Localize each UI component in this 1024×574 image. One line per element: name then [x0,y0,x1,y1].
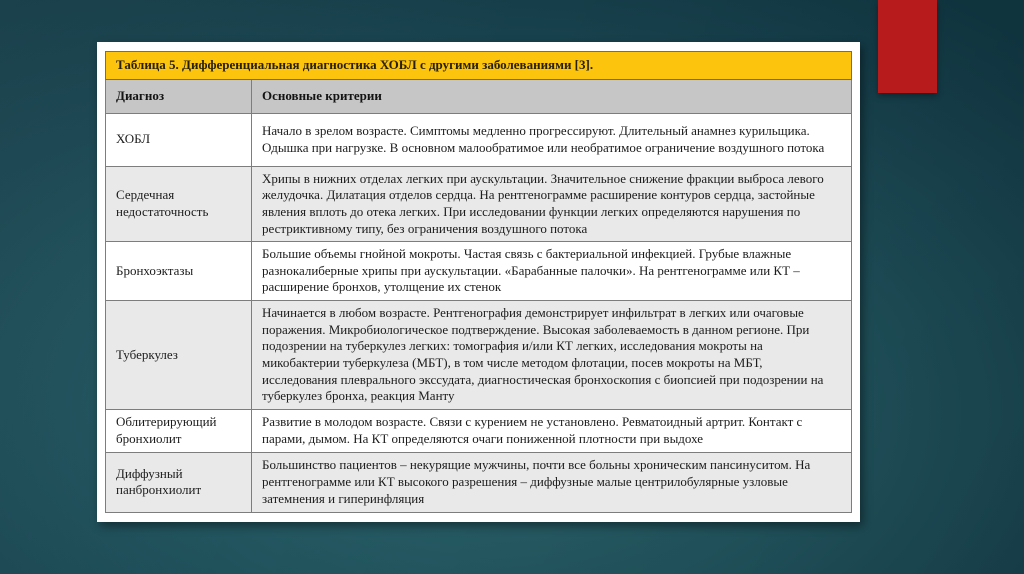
table-row [106,301,852,410]
diagnosis-cell: Туберкулез [106,301,252,410]
diagnosis-cell: Сердечная недостаточность [106,166,252,242]
column-header-criteria: Основные критерии [252,79,852,113]
table-row [106,409,852,452]
table-card [97,42,860,522]
criteria-cell: Начинается в любом возрасте. Рентгенография демонстрирует инфильтрат в легких или очаговые поражения. Микробиологическое подтверждение. Высокая заболеваемость в данном регионе. При подозрении на туберкулез легких: томография и/или КТ легких, исследования мокроты на микобактерии туберкулеза (МБТ), в том числе методом флотации, посев мокроты на МБТ, исследования плеврального экссудата, диагностическая бронхоскопия с биопсией при подозрении на туберкулез бронха, реакция Манту [252,301,852,410]
diagnosis-cell: ХОБЛ [106,113,252,166]
criteria-cell: Большие объемы гнойной мокроты. Частая связь с бактериальной инфекцией. Грубые влажные разнокалиберные хрипы при аускультации. «Барабанные палочки». На рентгенограмме или КТ – расширение бронхов, утолщение их стенок [252,242,852,301]
diagnosis-cell: Бронхоэктазы [106,242,252,301]
table-row [106,242,852,301]
diagnosis-cell: Диффузный панбронхиолит [106,452,252,512]
table-title: Таблица 5. Дифференциальная диагностика ХОБЛ с другими заболеваниями [3]. [106,52,852,80]
criteria-cell: Большинство пациентов – некурящие мужчины, почти все больны хроническим пансинуситом. На рентгенограмме или КТ высокого разрешения – диффузные малые центрилобулярные узловые затемнения и гиперинфляция [252,452,852,512]
table-row [106,166,852,242]
table-header-row [106,79,852,113]
diagnosis-cell: Облитерирующий бронхиолит [106,409,252,452]
table-row [106,452,852,512]
column-header-diagnosis: Диагноз [106,79,252,113]
table-title-row [106,52,852,80]
criteria-cell: Начало в зрелом возрасте. Симптомы медленно прогрессируют. Длительный анамнез курильщика. Одышка при нагрузке. В основном малообратимое или необратимое ограничение воздушного потока [252,113,852,166]
differential-diagnosis-table [105,51,852,513]
red-accent-rectangle [878,0,937,93]
criteria-cell: Развитие в молодом возрасте. Связи с курением не установлено. Ревматоидный артрит. Контакт с парами, дымом. На КТ определяются очаги пониженной плотности при выдохе [252,409,852,452]
criteria-cell: Хрипы в нижних отделах легких при аускультации. Значительное снижение фракции выброса левого желудочка. Дилатация отделов сердца. На рентгенограмме расширение контуров сердца, застойные явления вплоть до отека легких. При исследовании функции легких определяются нарушения по рестриктивному типу, без ограничения воздушного потока [252,166,852,242]
table-row [106,113,852,166]
